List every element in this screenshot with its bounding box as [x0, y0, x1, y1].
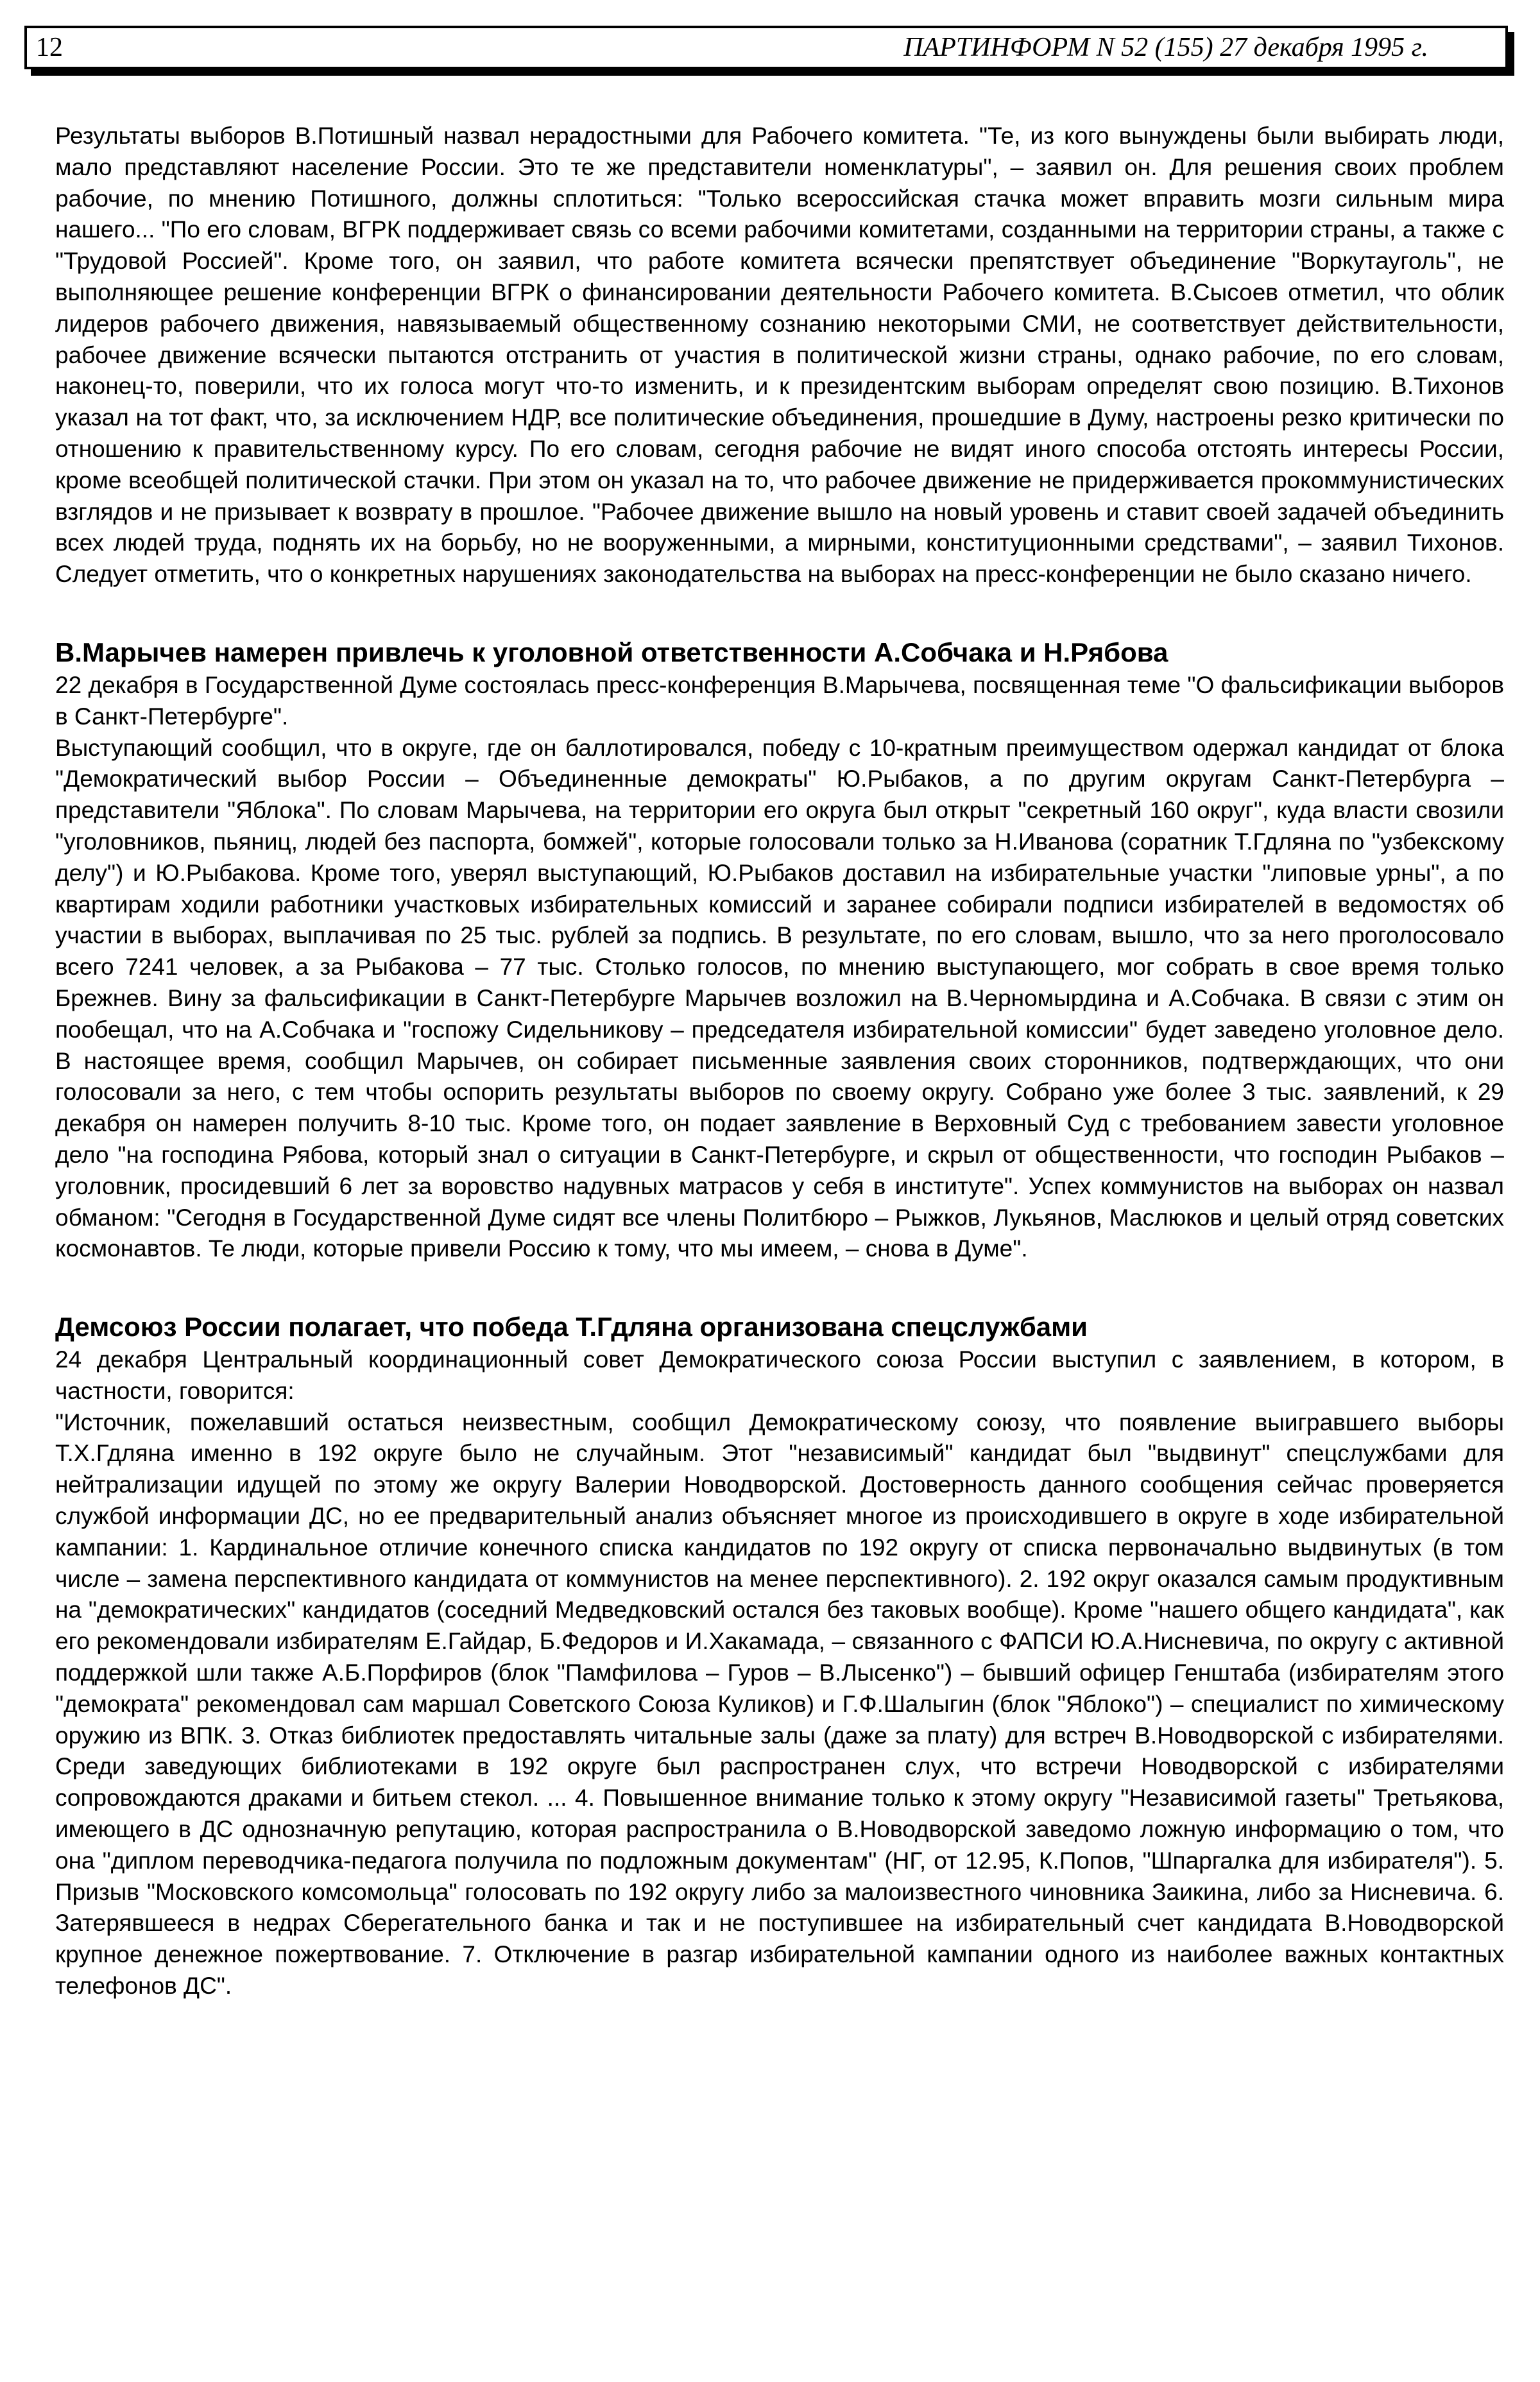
- publication-title: ПАРТИНФОРМ N 52 (155) 27 декабря 1995 г.: [903, 33, 1428, 62]
- article-marychev: [55, 635, 1504, 1265]
- page-header: [24, 26, 1508, 69]
- article-paragraph: 24 декабря Центральный координационный совет Демократического союза России выступил с заявлением, в котором, в частности, говорится:: [55, 1346, 1504, 1404]
- intro-paragraph: Результаты выборов В.Потишный назвал нерадостными для Рабочего комитета. "Те, из кого вынуждены были выбирать люди, мало представляют население России. Это те же представители номенклатуры", – заявил он. Для решения своих проблем рабочие, по мнению Потишного, должны сплотиться: "Только всероссийская стачка может вправить мозги сильным мира нашего... "По его словам, ВГРК поддерживает связь со всеми рабочими комитетами, созданными на территории страны, а также с "Трудовой Россией". Кроме того, он заявил, что работе комитета всячески препятствует объединение "Воркутауголь", не выполняющее решение конференции ВГРК о финансировании деятельности Рабочего комитета. В.Сысоев отметил, что облик лидеров рабочего движения, навязываемый общественному сознанию некоторыми СМИ, не соответствует действительности, рабочее движение всячески пытаются отстранить от участия в политической жизни страны, однако рабочие, по его словам, наконец-то, поверили, что их голоса могут что-то изменить, и к президентским выборам определят свою позицию. В.Тихонов указал на тот факт, что, за исключением НДР, все политические объединения, прошедшие в Думу, настроены резко критически по отношению к правительственному курсу. По его словам, сегодня рабочие не видят иного способа отстоять интересы России, кроме всеобщей политической стачки. При этом он указал на то, что рабочее движение не придерживается прокоммунистических взглядов и не призывает к возврату в прошлое. "Рабочее движение вышло на новый уровень и ставит своей задачей объединить всех людей труда, поднять их на борьбу, но не вооруженными, а мирными, конституционными средствами", – заявил Тихонов. Следует отметить, что о конкретных нарушениях законодательства на выборах на пресс-конференции не было сказано ничего.: [55, 123, 1504, 588]
- article-headline: Демсоюз России полагает, что победа Т.Гдляна организована спецслужбами: [55, 1312, 1088, 1342]
- article-demsoyuz: [55, 1310, 1504, 2002]
- article-paragraph: "Источник, пожелавший остаться неизвестным, сообщил Демократическому союзу, что появление выигравшего выборы Т.Х.Гдляна именно в 192 округе было не случайным. Этот "независимый" кандидат был "выдвинут" спецслужбами для нейтрализации идущей по этому же округу Валерии Новодворской. Достоверность данного сообщения сейчас проверяется службой информации ДС, но ее предварительный анализ объясняет многое из происходившего в округе в ходе избирательной кампании: 1. Кардинальное отличие конечного списка кандидатов по 192 округу от списка первоначально выдвинутых (в том числе – замена перспективного кандидата от коммунистов на менее перспективного). 2. 192 округ оказался самым продуктивным на "демократических" кандидатов (соседний Медведковский остался без таковых вообще). Кроме "нашего общего кандидата", как его рекомендовали избирателям Е.Гайдар, Б.Федоров и И.Хакамада, – связанного с ФАПСИ Ю.А.Нисневича, по округу с активной поддержкой шли также А.Б.Порфиров (блок "Памфилова – Гуров – В.Лысенко") – бывший офицер Генштаба (избирателям этого "демократа" рекомендовал сам маршал Советского Союза Куликов) и Г.Ф.Шалыгин (блок "Яблоко") – специалист по химическому оружию из ВПК. 3. Отказ библиотек предоставлять читальные залы (даже за плату) для встреч В.Новодворской с избирателями. Среди заведующих библиотеками в 192 округе был распространен слух, что встречи Новодворской с избирателями сопровождаются драками и битьем стекол. ... 4. Повышенное внимание только к этому округу "Независимой газеты" Третьякова, имеющего в ДС однозначную репутацию, которая распространила о В.Новодворской заведомо ложную информацию о том, что она "диплом переводчика-педагога получила по подложным документам" (НГ, от 12.95, К.Попов, "Шпаргалка для избирателя"). 5. Призыв "Московского комсомольца" голосовать по 192 округу либо за малоизвестного чиновника Заикина, либо за Нисневича. 6. Затерявшееся в недрах Сберегательного банка и так и не поступившее на избирательный счет кандидата В.Новодворской крупное денежное пожертвование. 7. Отключение в разгар избирательной кампании одного из наиболее важных контактных телефонов ДС".: [55, 1409, 1504, 2000]
- article-paragraph: Выступающий сообщил, что в округе, где он баллотировался, победу с 10-кратным преимуществом одержал кандидат от блока "Демократический выбор России – Объединенные демократы" Ю.Рыбаков, а по другим округам Санкт-Петербурга – представители "Яблока". По словам Марычева, на территории его округа был открыт "секретный 160 округ", куда власти свозили "уголовников, пьяниц, людей без паспорта, бомжей", которые голосовали только за Н.Иванова (соратник Т.Гдляна по "узбекскому делу") и Ю.Рыбакова. Кроме того, уверял выступающий, Ю.Рыбаков доставил на избирательные участки "липовые урны", а по квартирам ходили работники участковых избирательных комиссий и заранее собирали подписи избирателей в ведомостях об участии в выборах, выплачивая по 25 тыс. рублей за подпись. В результате, по его словам, вышло, что за него проголосовало всего 7241 человек, а за Рыбакова – 77 тыс. Столько голосов, по мнению выступающего, мог собрать в свое время только Брежнев. Вину за фальсификации в Санкт-Петербурге Марычев возложил на В.Черномырдина и А.Собчака. В связи с этим он пообещал, что на А.Собчака и "госпожу Сидельникову – председателя избирательной комиссии" будет заведено уголовное дело. В настоящее время, сообщил Марычев, он собирает письменные заявления своих сторонников, подтверждающих, что они голосовали за него, с тем чтобы оспорить результаты выборов по своему округу. Собрано уже более 3 тыс. заявлений, к 29 декабря он намерен получить 8-10 тыс. Кроме того, он подает заявление в Верховный Суд с требованием завести уголовное дело "на господина Рябова, который знал о ситуации в Санкт-Петербурге, и скрыл от общественности, что господин Рыбаков – уголовник, просидевший 6 лет за воровство надувных матрасов у себя в институте". Успех коммунистов на выборах он назвал обманом: "Сегодня в Государственной Думе сидят все члены Политбюро – Рыжков, Лукьянов, Маслюков и целый отряд советских космонавтов. Те люди, которые привели Россию к тому, что мы имеем, – снова в Думе".: [55, 734, 1504, 1262]
- page-number: 12: [36, 33, 63, 62]
- page-content: [55, 121, 1504, 2002]
- article-headline: В.Марычев намерен привлечь к уголовной ответственности А.Собчака и Н.Рябова: [55, 637, 1168, 667]
- article-paragraph: 22 декабря в Государственной Думе состоялась пресс-конференция В.Марычева, посвященная теме "О фальсификации выборов в Санкт-Петербурге".: [55, 671, 1504, 730]
